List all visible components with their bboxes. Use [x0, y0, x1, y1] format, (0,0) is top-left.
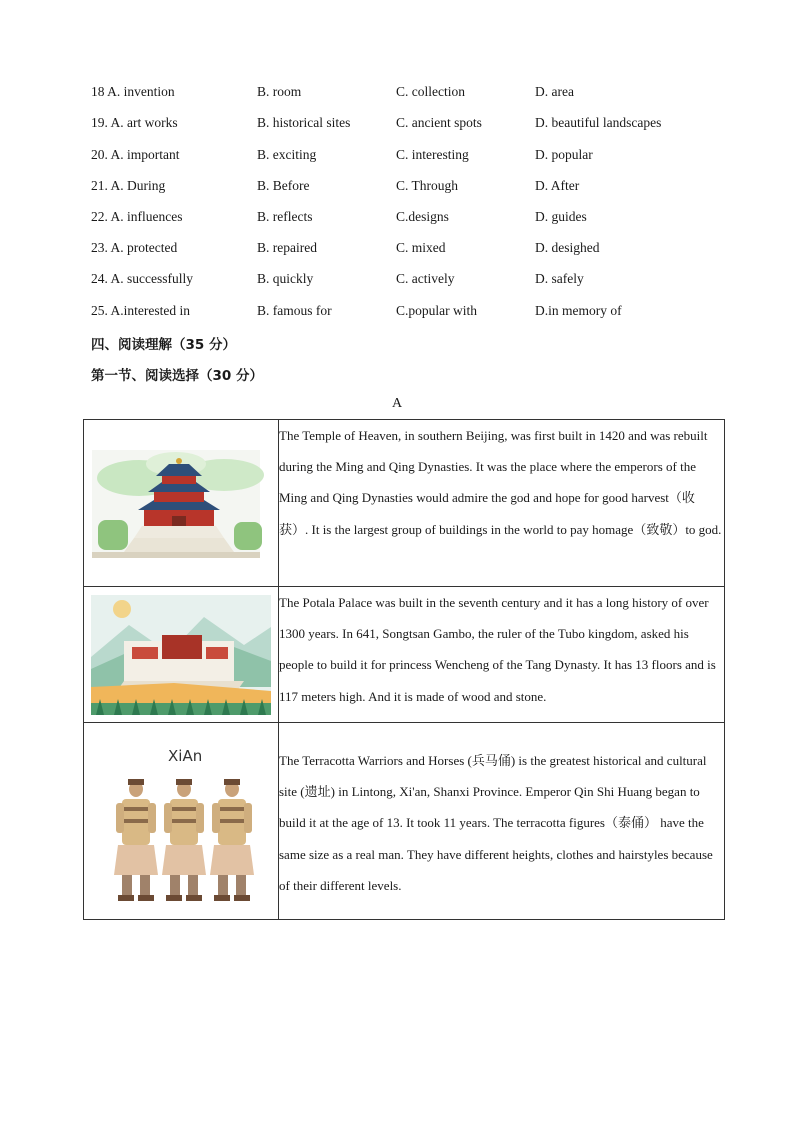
- option-b: B. room: [257, 84, 302, 99]
- xian-label: XiAn: [168, 747, 203, 765]
- option-c: C. collection: [396, 84, 465, 99]
- option-c: C. Through: [396, 178, 459, 193]
- option-c: C. interesting: [396, 147, 469, 162]
- option-d: D. safely: [535, 271, 584, 286]
- passage-text: The Potala Palace was built in the seventh century and it has a long history of over 1300 years. In 641, Songtsan Gambo, the ruler of the Tubo kingdom, asked his people to build it for princess Wencheng of the Tang Dynasty. It has 13 floors and is 117 meters high. And it is made of wood and stone.: [279, 587, 725, 723]
- option-a: 18 A. invention: [91, 84, 175, 99]
- reading-table: [83, 419, 725, 920]
- option-b: B. exciting: [257, 147, 317, 162]
- option-row: [0, 240, 794, 260]
- potala-palace-illustration: [84, 587, 278, 722]
- option-d: D. area: [535, 84, 574, 99]
- option-b: B. repaired: [257, 240, 317, 255]
- image-cell: [84, 723, 279, 920]
- option-row: [0, 178, 794, 198]
- image-cell: [84, 587, 279, 723]
- passage-letter: A: [391, 396, 403, 411]
- section-heading: 四、阅读理解（35 分）: [91, 337, 236, 353]
- option-b: B. quickly: [257, 271, 314, 286]
- option-b: B. Before: [257, 178, 310, 193]
- option-d: D. popular: [535, 147, 593, 162]
- passage-text: The Terracotta Warriors and Horses (兵马俑) is the greatest historical and cultural site (遗址) in Lintong, Xi'an, Shanxi Province. Emperor Qin Shi Huang began to build it at the age of 13. It took 11 years. The terracotta figures（泰俑） have the same size as a real man. They have different heights, clothes and hairstyles because of their different levels.: [279, 723, 725, 920]
- passage-row: [84, 723, 725, 920]
- passage-text: The Temple of Heaven, in southern Beijing, was first built in 1420 and was rebuilt during the Ming and Qing Dynasties. It was the place where the emperors of the Ming and Qing Dynasties would admire the god and hope for good harvest（收获）. It is the largest group of buildings in the world to pay homage（致敬）to god.: [279, 420, 725, 587]
- option-c: C.designs: [396, 209, 449, 224]
- option-row: [0, 303, 794, 323]
- option-c: C. ancient spots: [396, 115, 482, 130]
- passage-row: [84, 420, 725, 587]
- option-b: B. historical sites: [257, 115, 351, 130]
- option-d: D. beautiful landscapes: [535, 115, 662, 130]
- option-row: [0, 84, 794, 104]
- option-a: 24. A. successfully: [91, 271, 193, 286]
- subsection-heading: 第一节、阅读选择（30 分）: [91, 368, 263, 384]
- warrior-figure: [162, 779, 206, 901]
- image-cell: [84, 420, 279, 587]
- option-row: [0, 271, 794, 291]
- terracotta-warriors-illustration: [84, 723, 278, 919]
- passage-row: [84, 587, 725, 723]
- option-a: 25. A.interested in: [91, 303, 190, 318]
- option-row: [0, 147, 794, 167]
- option-row: [0, 209, 794, 229]
- option-d: D.in memory of: [535, 303, 622, 318]
- temple-of-heaven-illustration: [84, 420, 278, 586]
- option-row: [0, 115, 794, 135]
- option-d: D. After: [535, 178, 580, 193]
- option-c: C. actively: [396, 271, 455, 286]
- option-b: B. famous for: [257, 303, 332, 318]
- warrior-figure: [114, 779, 158, 901]
- option-a: 22. A. influences: [91, 209, 183, 224]
- warrior-figure: [210, 779, 254, 901]
- option-a: 20. A. important: [91, 147, 180, 162]
- option-a: 21. A. During: [91, 178, 166, 193]
- option-d: D. guides: [535, 209, 587, 224]
- option-a: 19. A. art works: [91, 115, 178, 130]
- option-c: C.popular with: [396, 303, 477, 318]
- option-d: D. desighed: [535, 240, 600, 255]
- option-b: B. reflects: [257, 209, 313, 224]
- option-c: C. mixed: [396, 240, 446, 255]
- option-a: 23. A. protected: [91, 240, 178, 255]
